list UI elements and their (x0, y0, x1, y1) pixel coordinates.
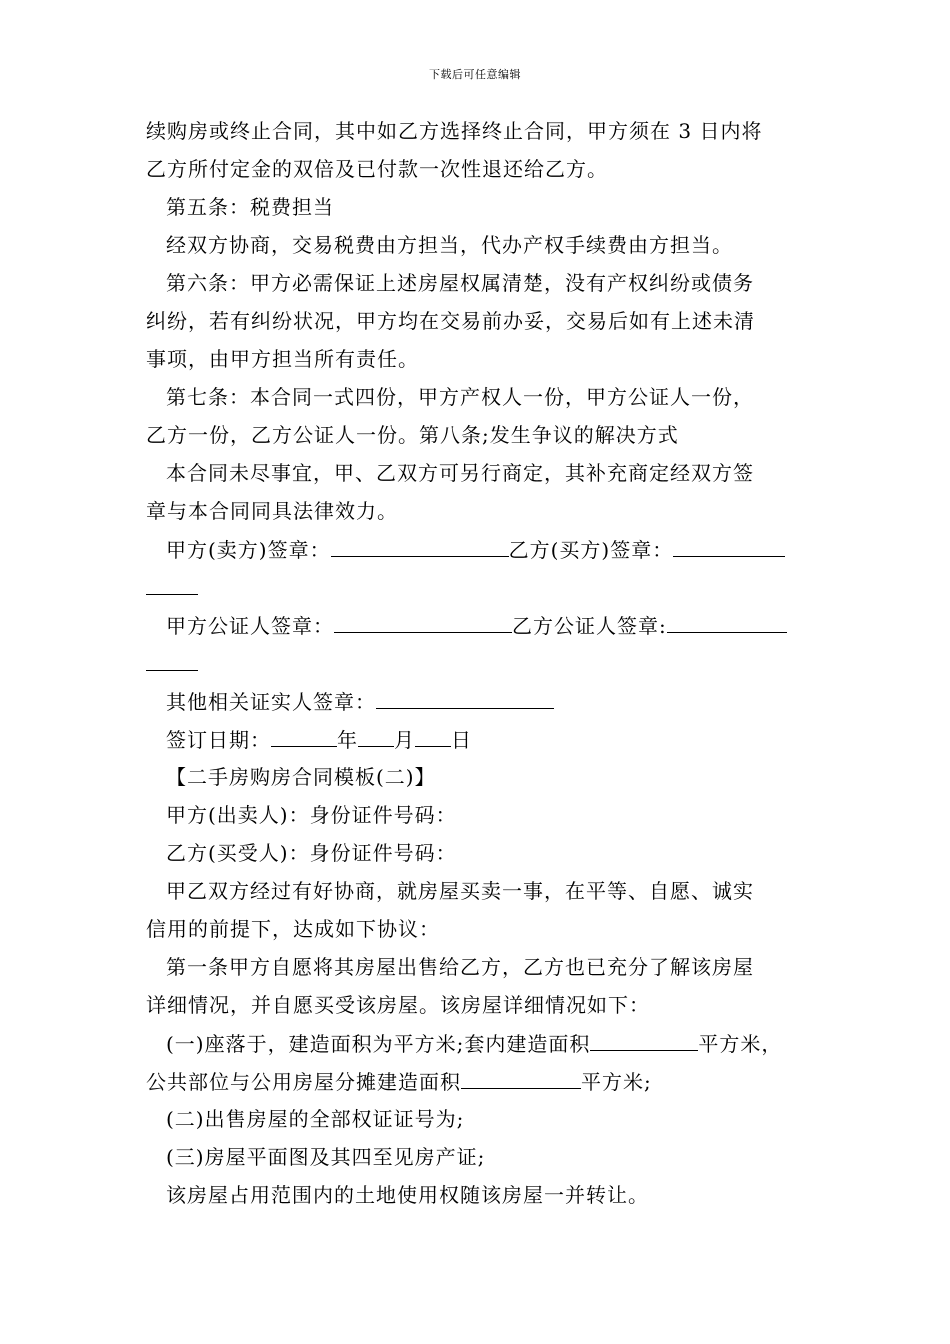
month-label: 月 (394, 728, 415, 752)
day-label: 日 (451, 728, 472, 752)
year-label: 年 (337, 728, 358, 752)
signature-continuation (146, 576, 811, 598)
seller-notary-label: 甲方公证人签章： (166, 614, 334, 638)
location-area-line (146, 1032, 811, 1054)
seller-buyer-signature-line (146, 538, 811, 560)
page-header: 下载后可任意编辑 (429, 68, 521, 81)
day-field[interactable] (415, 728, 451, 747)
year-field[interactable] (271, 728, 337, 747)
shared-area-line (146, 1070, 811, 1092)
paragraph-line: (三)房屋平面图及其四至见房产证; (166, 1145, 486, 1169)
witness-label: 其他相关证实人签章： (166, 690, 376, 714)
paragraph-line: 续购房或终止合同，其中如乙方选择终止合同，甲方须在 3 日内将 (146, 119, 763, 143)
inner-area-field[interactable] (590, 1032, 698, 1051)
article-5-heading: 第五条：税费担当 (166, 195, 334, 219)
article-7-line: 第七条：本合同一式四份，甲方产权人一份，甲方公证人一份， (166, 385, 754, 409)
buyer-signature-field[interactable] (673, 538, 785, 557)
paragraph-line: 纠纷，若有纠纷状况，甲方均在交易前办妥，交易后如有上述未清 (146, 309, 755, 333)
article-6-line: 第六条：甲方必需保证上述房屋权属清楚，没有产权纠纷或债务 (166, 271, 754, 295)
witness-field[interactable] (376, 690, 554, 709)
paragraph-line: 乙方一份，乙方公证人一份。第八条;发生争议的解决方式 (146, 423, 679, 447)
paragraph-line: 事项，由甲方担当所有责任。 (146, 347, 419, 371)
witness-signature-line (146, 690, 811, 712)
month-field[interactable] (358, 728, 394, 747)
paragraph-line: 本合同未尽事宜，甲、乙双方可另行商定，其补充商定经双方签 (166, 461, 754, 485)
paragraph-line: 乙方所付定金的双倍及已付款一次性退还给乙方。 (146, 157, 608, 181)
document-body (146, 120, 811, 1222)
template-title: 【二手房购房合同模板(二)】 (166, 765, 436, 789)
shared-area-field[interactable] (461, 1070, 581, 1089)
buyer-notary-field-continued[interactable] (146, 652, 198, 671)
paragraph-line: 章与本合同同具法律效力。 (146, 499, 398, 523)
buyer-signature-field-continued[interactable] (146, 576, 198, 595)
seller-notary-field[interactable] (334, 614, 512, 633)
buyer-signature-label: 乙方(买方)签章： (508, 538, 674, 562)
article-1-line: 第一条甲方自愿将其房屋出售给乙方，乙方也已充分了解该房屋 (166, 955, 754, 979)
paragraph-line: (二)出售房屋的全部权证证号为; (166, 1107, 465, 1131)
paragraph-line: 该房屋占用范围内的土地使用权随该房屋一并转让。 (166, 1183, 649, 1207)
seller-signature-label: 甲方(卖方)签章： (166, 538, 331, 562)
buyer-notary-field[interactable] (667, 614, 787, 633)
shared-area-unit: 平方米; (581, 1070, 652, 1094)
paragraph-line: 详细情况，并自愿买受该房屋。该房屋详细情况如下： (146, 993, 650, 1017)
buyer-notary-label: 乙方公证人签章: (512, 614, 667, 638)
notary-signature-line (146, 614, 811, 636)
party-b-line: 乙方(买受人)：身份证件号码： (166, 841, 457, 865)
party-a-line: 甲方(出卖人)：身份证件号码： (166, 803, 457, 827)
seller-signature-field[interactable] (331, 538, 509, 557)
signature-continuation (146, 652, 811, 674)
paragraph-line: 信用的前提下，达成如下协议： (146, 917, 440, 941)
sign-date-label: 签订日期： (166, 728, 271, 752)
shared-area-text: 公共部位与公用房屋分摊建造面积 (146, 1070, 461, 1094)
paragraph-line: 甲乙双方经过有好协商，就房屋买卖一事，在平等、自愿、诚实 (166, 879, 754, 903)
location-area-text: (一)座落于，建造面积为平方米;套内建造面积 (166, 1032, 591, 1056)
inner-area-unit: 平方米， (698, 1032, 783, 1056)
paragraph-line: 经双方协商，交易税费由方担当，代办产权手续费由方担当。 (166, 233, 733, 257)
sign-date-line (146, 728, 811, 750)
